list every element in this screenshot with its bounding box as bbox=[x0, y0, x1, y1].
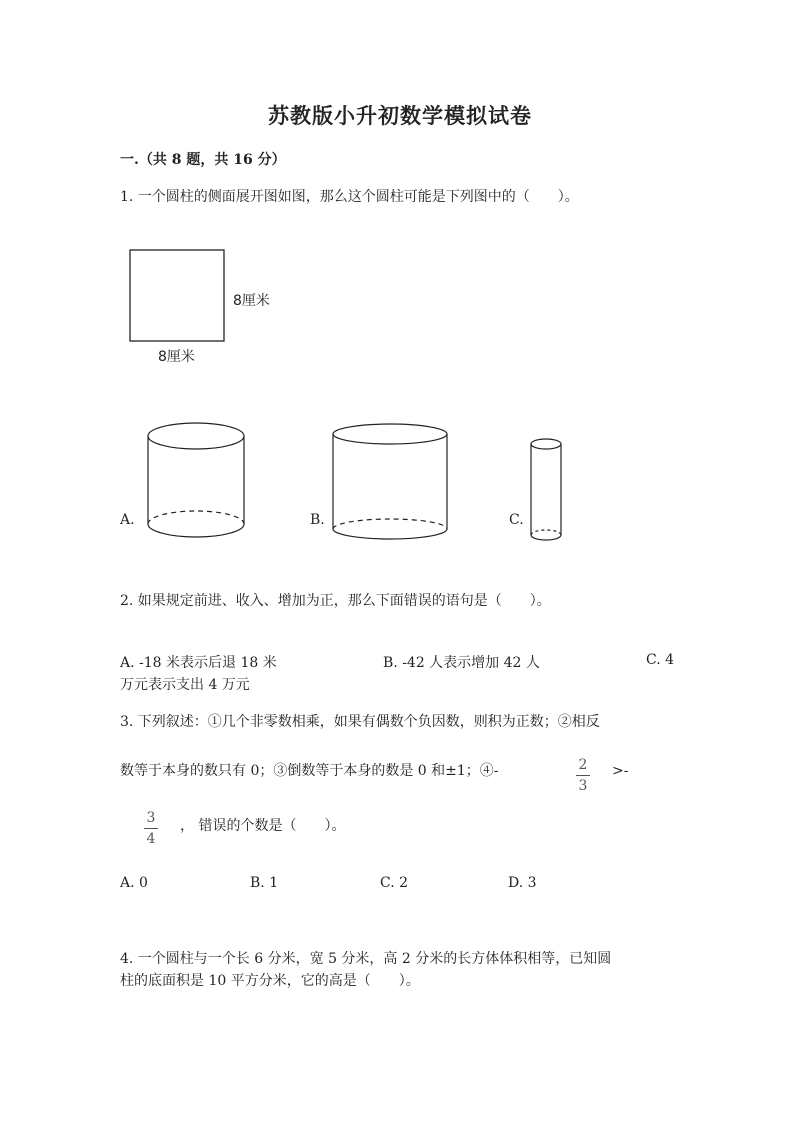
question-3-line-2: 数等于本身的数只有 0；③倒数等于本身的数是 0 和±1；④- bbox=[120, 763, 499, 779]
q2-option-b: B. -42 人表示增加 42 人 bbox=[383, 655, 540, 671]
square-side-label: 8厘米 bbox=[233, 293, 270, 309]
q2-option-c-continued: 万元表示支出 4 万元 bbox=[120, 677, 250, 693]
fraction-denominator: 3 bbox=[578, 778, 588, 794]
fraction-three-quarters bbox=[144, 810, 158, 847]
q3-option-b: B. 1 bbox=[250, 875, 279, 891]
question-2-text: 2. 如果规定前进、收入、增加为正，那么下面错误的语句是（ ）。 bbox=[120, 593, 551, 609]
q3-option-d: D. 3 bbox=[508, 875, 537, 891]
greater-than-sign: >- bbox=[612, 763, 629, 779]
square-bottom-label: 8厘米 bbox=[158, 349, 195, 365]
section-heading: 一.（共 8 题，共 16 分） bbox=[120, 152, 286, 168]
q1-option-c: C. bbox=[509, 512, 524, 528]
q2-option-a: A. -18 米表示后退 18 米 bbox=[120, 655, 277, 671]
question-1-text: 1. 一个圆柱的侧面展开图如图，那么这个圆柱可能是下列图中的（ ）。 bbox=[120, 189, 579, 205]
q1-option-b: B. bbox=[310, 512, 325, 528]
question-4-line-2: 柱的底面积是 10 平方分米，它的高是（ ）。 bbox=[120, 973, 420, 989]
q1-option-a: A. bbox=[120, 512, 135, 528]
question-3-line-3: ， 错误的个数是（ ）。 bbox=[180, 818, 346, 834]
q2-option-c: C. 4 bbox=[646, 652, 675, 668]
page-title: 苏教版小升初数学模拟试卷 bbox=[268, 103, 532, 128]
question-3-line-1: 3. 下列叙述：①几个非零数相乘，如果有偶数个负因数，则积为正数；②相反 bbox=[120, 714, 600, 730]
fraction-numerator: 2 bbox=[578, 757, 588, 773]
fraction-denominator: 4 bbox=[146, 831, 156, 847]
question-4-line-1: 4. 一个圆柱与一个长 6 分米，宽 5 分米，高 2 分米的长方体体积相等，已知圆 bbox=[120, 951, 612, 967]
q3-option-c: C. 2 bbox=[380, 875, 409, 891]
fraction-two-thirds bbox=[576, 757, 590, 794]
fraction-numerator: 3 bbox=[146, 810, 156, 826]
q3-option-a: A. 0 bbox=[120, 875, 148, 891]
